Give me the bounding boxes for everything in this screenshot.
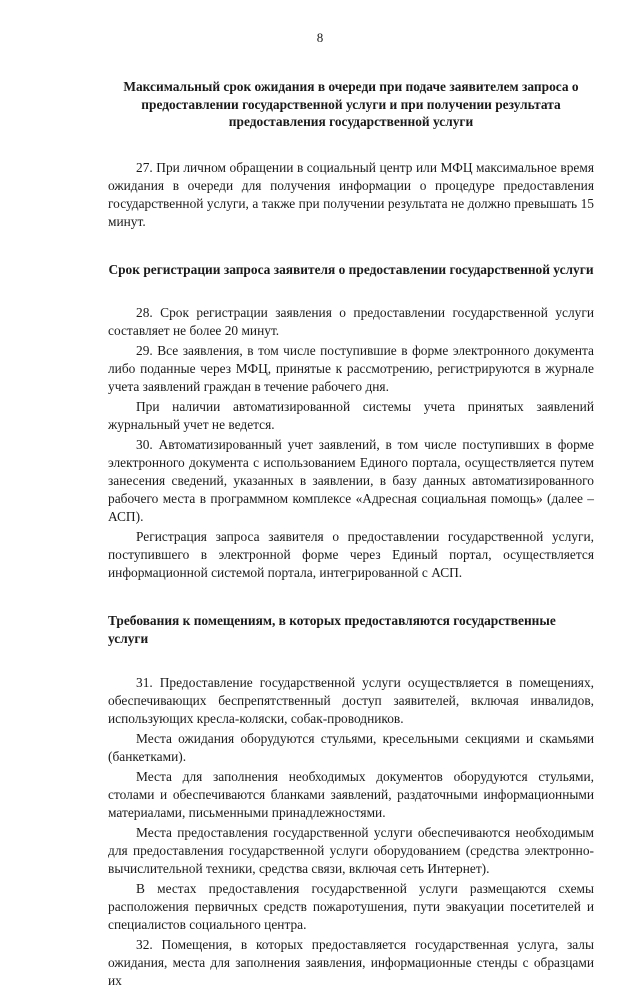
section-heading-registration: Срок регистрации запроса заявителя о предоставлении государственной услуги — [108, 261, 594, 277]
paragraph-27: 27. При личном обращении в социальный центр или МФЦ максимальное время ожидания в очереди для получения информации о процедуре предоставления государственной услуги, а также при получении результата не должно превышать 15 минут. — [108, 159, 594, 229]
paragraph-31: 31. Предоставление государственной услуги осуществляется в помещениях, обеспечивающих беспрепятственный доступ заявителей, включая инвалидов, использующих кресла-коляски, собак-проводников. — [108, 674, 594, 726]
paragraph-32: 32. Помещения, в которых предоставляется государственная услуга, залы ожидания, места для заполнения заявления, информационные стенды с образцами их — [108, 936, 594, 988]
page-number: 8 — [316, 30, 324, 45]
paragraph-30: 30. Автоматизированный учет заявлений, в том числе поступивших в форме электронного документа с использованием Единого портала, осуществляется путем занесения сведений, указанных в заявлении, в базу данных автоматизированного рабочего места в программном комплексе «Адресная социальная помощь» (далее – АСП). — [108, 437, 594, 525]
paragraph-29: 29. Все заявления, в том числе поступившие в форме электронного документа либо поданные через МФЦ, принятые к рассмотрению, регистрируются в журнале учета заявлений граждан в течение рабочего дня. — [108, 343, 594, 395]
paragraph-31-fire-safety: В местах предоставления государственной услуги размещаются схемы расположения первичных средств пожаротушения, пути эвакуации посетителей и специалистов социального центра. — [108, 880, 594, 932]
section-heading-premises: Требования к помещениям, в которых предоставляются государственные услуги — [108, 613, 556, 646]
paragraph-31-waiting-areas: Места ожидания оборудуются стульями, кресельными секциями и скамьями (банкетками). — [108, 730, 594, 764]
paragraph-31-filling-areas: Места для заполнения необходимых документов оборудуются стульями, столами и обеспечиваются бланками заявлений, раздаточными информационными материалами, письменными принадлежностями. — [108, 768, 594, 820]
paragraph-31-equipment: Места предоставления государственной услуги обеспечиваются необходимым для предоставления государственной услуги оборудованием (средства электронно-вычислительной техники, средства связи, включая сеть Интернет). — [108, 824, 594, 876]
page-content — [108, 78, 594, 990]
paragraph-28: 28. Срок регистрации заявления о предоставлении государственной услуги составляет не более 20 минут. — [108, 305, 594, 339]
paragraph-30-note: Регистрация запроса заявителя о предоставлении государственной услуги, поступившего в электронной форме через Единый портал, осуществляется информационной системой портала, интегрированной с АСП. — [108, 529, 594, 581]
paragraph-29-note: При наличии автоматизированной системы учета принятых заявлений журнальный учет не ведется. — [108, 399, 594, 433]
section-heading-waiting-time: Максимальный срок ожидания в очереди при подаче заявителем запроса о предоставлении государственной услуги и при получении результата предоставления государственной услуги — [123, 79, 579, 130]
